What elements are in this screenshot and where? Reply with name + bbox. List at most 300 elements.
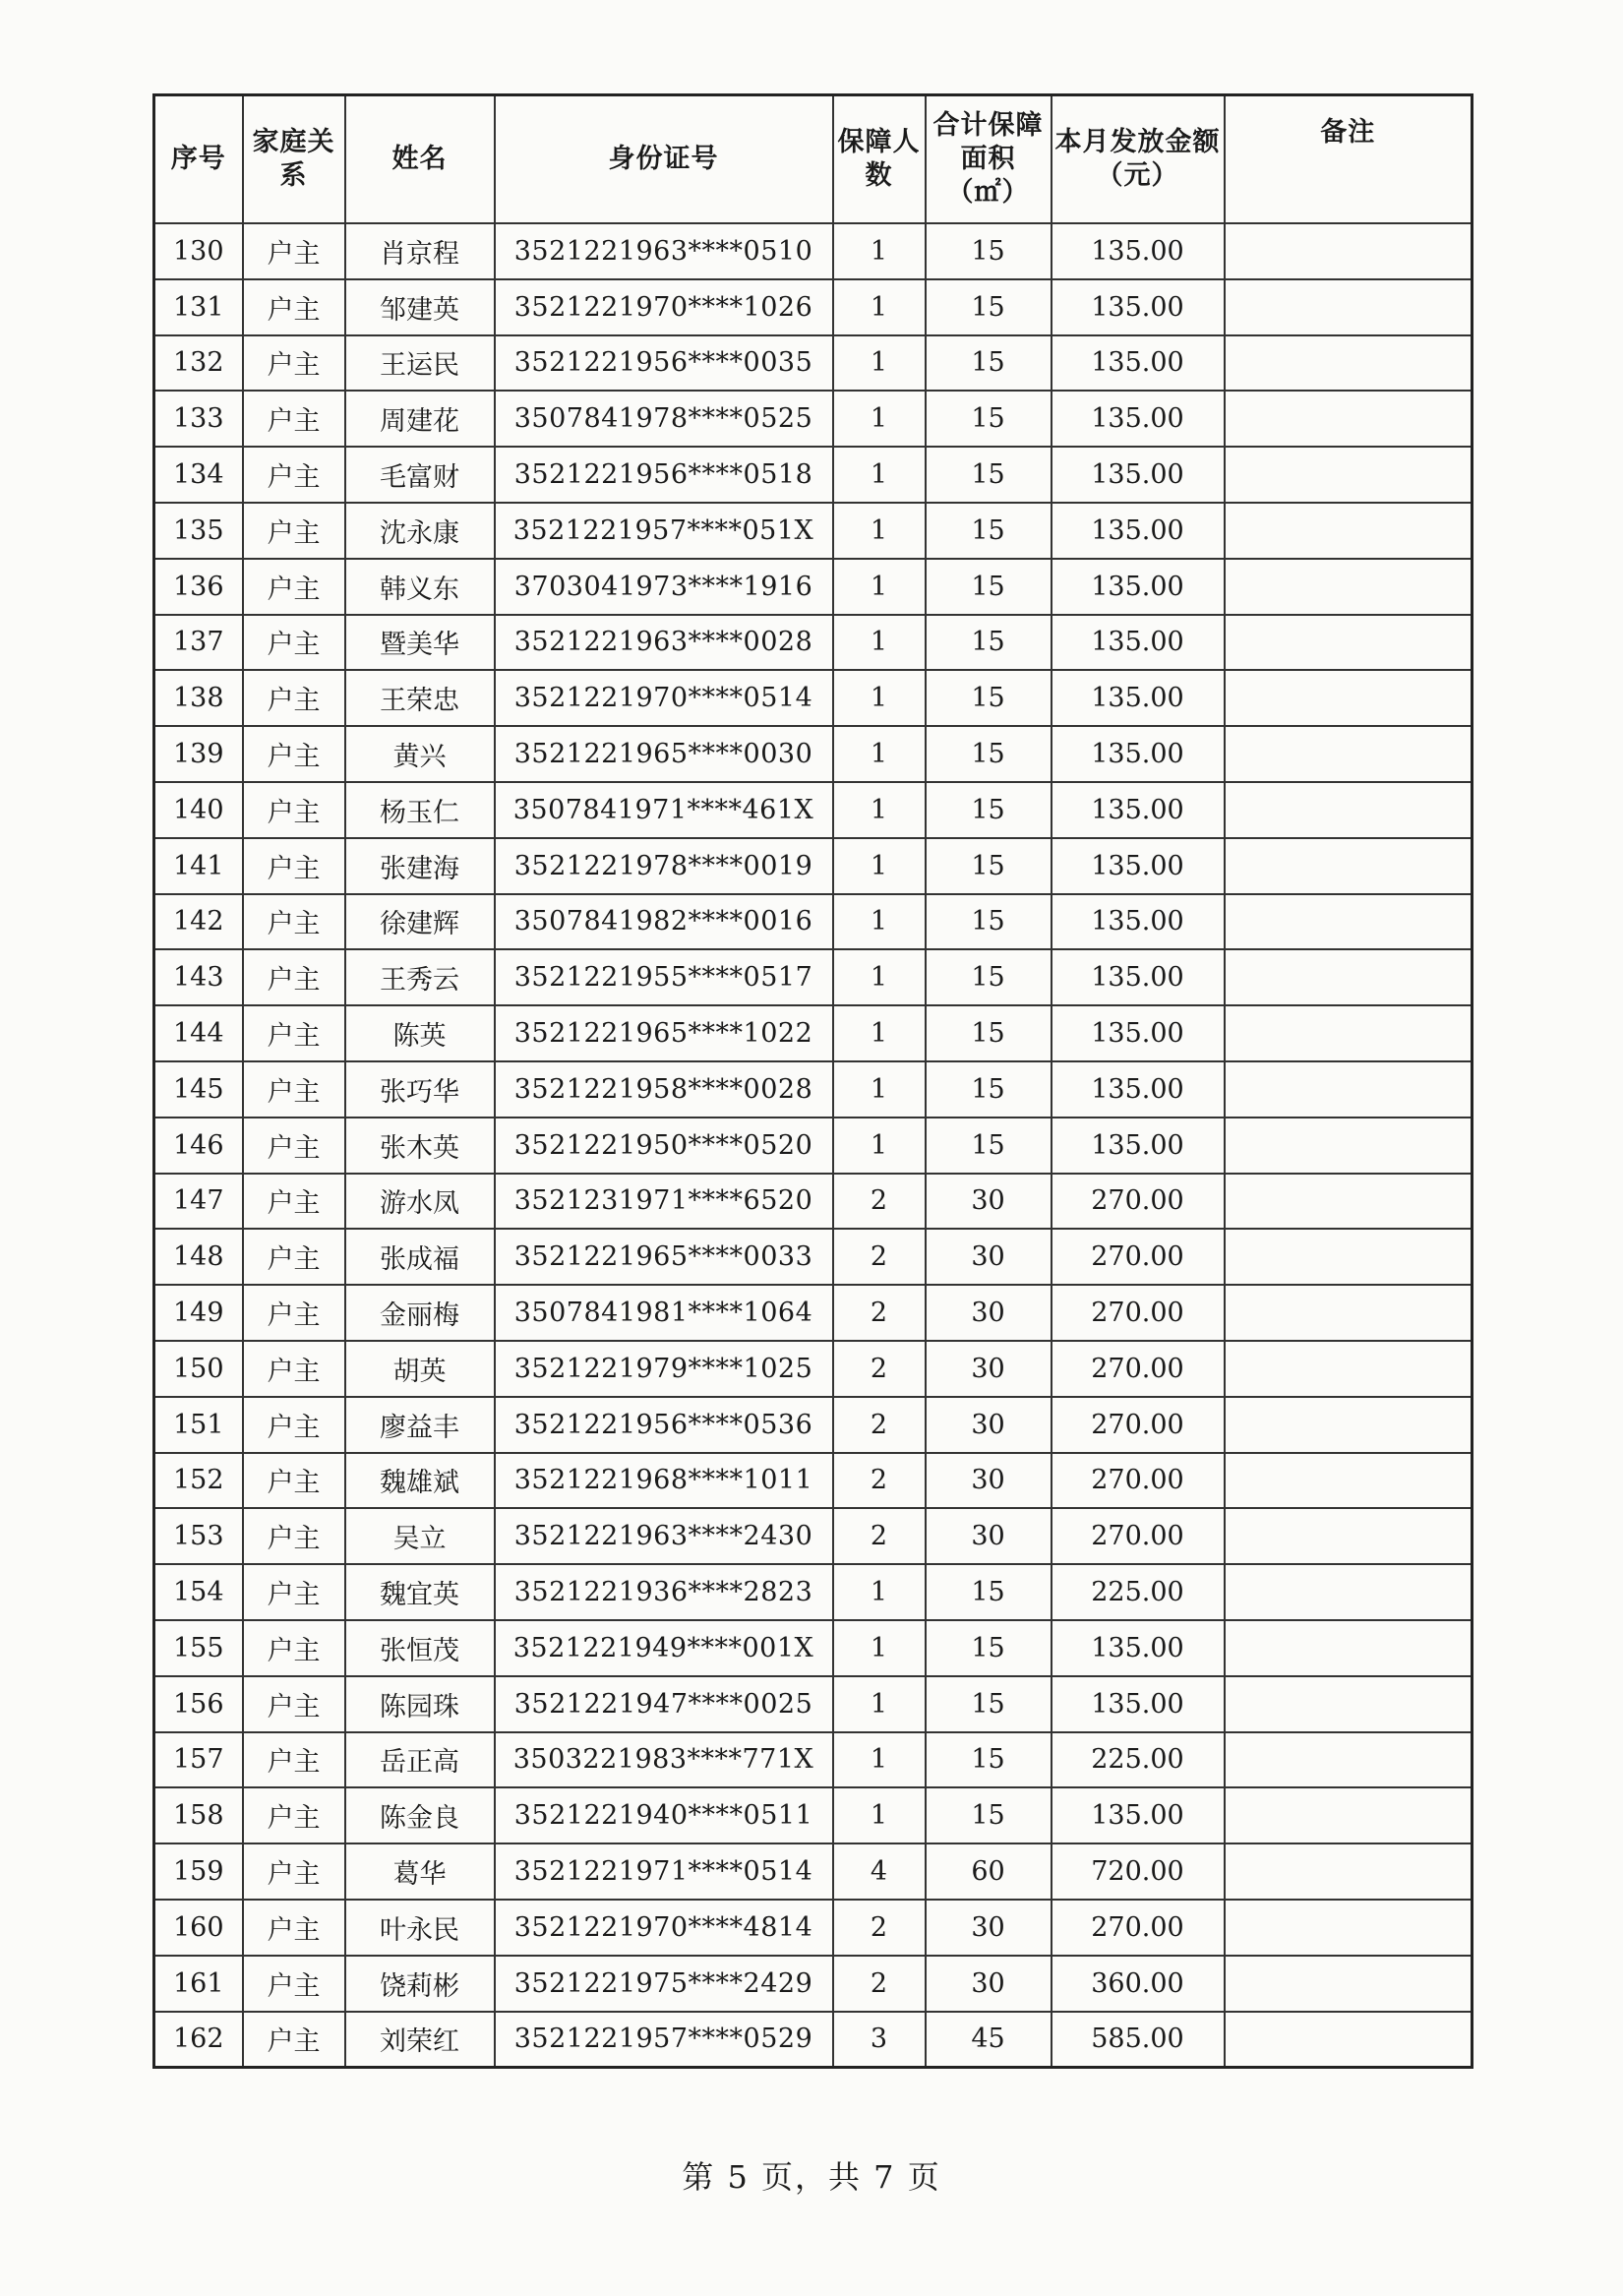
table-row	[154, 335, 1473, 392]
table-row	[154, 1676, 1473, 1732]
cell-amount: 135.00	[1052, 1005, 1225, 1061]
cell-id-number: 3521221956****0518	[495, 447, 833, 503]
cell-seq: 156	[154, 1676, 243, 1732]
table-row	[154, 1508, 1473, 1564]
cell-id-number: 3521221970****1026	[495, 279, 833, 335]
cell-persons: 2	[833, 1341, 926, 1397]
cell-area: 30	[926, 1508, 1052, 1564]
cell-seq: 141	[154, 838, 243, 894]
cell-note	[1225, 1229, 1473, 1285]
cell-note	[1225, 615, 1473, 671]
cell-amount: 135.00	[1052, 447, 1225, 503]
table-row	[154, 838, 1473, 894]
cell-area: 15	[926, 335, 1052, 392]
cell-name: 金丽梅	[345, 1285, 495, 1341]
cell-name: 张恒茂	[345, 1620, 495, 1676]
table-header-row	[154, 95, 1473, 224]
cell-name: 徐建辉	[345, 894, 495, 950]
cell-name: 暨美华	[345, 615, 495, 671]
cell-name: 廖益丰	[345, 1397, 495, 1453]
cell-id-number: 3507841971****461X	[495, 782, 833, 838]
cell-persons: 2	[833, 1508, 926, 1564]
cell-persons: 3	[833, 2012, 926, 2068]
table-row	[154, 223, 1473, 279]
cell-amount: 135.00	[1052, 223, 1225, 279]
cell-id-number: 3521221950****0520	[495, 1118, 833, 1174]
cell-persons: 1	[833, 1061, 926, 1118]
cell-area: 30	[926, 1956, 1052, 2012]
cell-relation: 户主	[243, 1843, 345, 1900]
cell-note	[1225, 223, 1473, 279]
cell-area: 15	[926, 1732, 1052, 1788]
cell-name: 张木英	[345, 1118, 495, 1174]
cell-note	[1225, 1118, 1473, 1174]
cell-name: 魏雄斌	[345, 1453, 495, 1509]
table-row	[154, 1620, 1473, 1676]
cell-amount: 135.00	[1052, 782, 1225, 838]
cell-relation: 户主	[243, 223, 345, 279]
cell-name: 刘荣红	[345, 2012, 495, 2068]
cell-amount: 270.00	[1052, 1341, 1225, 1397]
cell-relation: 户主	[243, 1285, 345, 1341]
cell-id-number: 3521221970****4814	[495, 1900, 833, 1956]
cell-area: 30	[926, 1397, 1052, 1453]
cell-name: 岳正高	[345, 1732, 495, 1788]
cell-relation: 户主	[243, 838, 345, 894]
cell-area: 15	[926, 949, 1052, 1005]
cell-relation: 户主	[243, 1732, 345, 1788]
cell-seq: 150	[154, 1341, 243, 1397]
cell-area: 15	[926, 1676, 1052, 1732]
cell-persons: 1	[833, 391, 926, 447]
cell-relation: 户主	[243, 2012, 345, 2068]
cell-persons: 1	[833, 782, 926, 838]
cell-id-number: 3521221947****0025	[495, 1676, 833, 1732]
cell-area: 15	[926, 1564, 1052, 1620]
cell-id-number: 3521221956****0035	[495, 335, 833, 392]
cell-area: 15	[926, 1118, 1052, 1174]
cell-area: 45	[926, 2012, 1052, 2068]
cell-amount: 135.00	[1052, 503, 1225, 559]
table-row	[154, 1453, 1473, 1509]
cell-seq: 154	[154, 1564, 243, 1620]
cell-persons: 1	[833, 223, 926, 279]
cell-amount: 135.00	[1052, 615, 1225, 671]
cell-name: 王运民	[345, 335, 495, 392]
table-row	[154, 2012, 1473, 2068]
cell-relation: 户主	[243, 1005, 345, 1061]
cell-amount: 135.00	[1052, 670, 1225, 726]
cell-amount: 135.00	[1052, 1787, 1225, 1843]
cell-persons: 1	[833, 615, 926, 671]
table-row	[154, 670, 1473, 726]
table-row	[154, 726, 1473, 782]
cell-note	[1225, 1956, 1473, 2012]
cell-name: 饶莉彬	[345, 1956, 495, 2012]
cell-id-number: 3521221957****0529	[495, 2012, 833, 2068]
table-row	[154, 1061, 1473, 1118]
cell-seq: 151	[154, 1397, 243, 1453]
cell-seq: 136	[154, 559, 243, 615]
cell-name: 周建花	[345, 391, 495, 447]
cell-name: 肖京程	[345, 223, 495, 279]
cell-id-number: 3521221965****1022	[495, 1005, 833, 1061]
cell-note	[1225, 559, 1473, 615]
cell-relation: 户主	[243, 1229, 345, 1285]
cell-area: 15	[926, 503, 1052, 559]
cell-persons: 1	[833, 838, 926, 894]
subsidy-roster-table	[152, 93, 1473, 2069]
cell-area: 15	[926, 447, 1052, 503]
cell-note	[1225, 1005, 1473, 1061]
cell-amount: 360.00	[1052, 1956, 1225, 2012]
cell-seq: 142	[154, 894, 243, 950]
table-row	[154, 279, 1473, 335]
cell-name: 邹建英	[345, 279, 495, 335]
cell-area: 15	[926, 782, 1052, 838]
cell-note	[1225, 503, 1473, 559]
cell-persons: 2	[833, 1174, 926, 1230]
cell-id-number: 3507841982****0016	[495, 894, 833, 950]
cell-amount: 135.00	[1052, 949, 1225, 1005]
cell-seq: 155	[154, 1620, 243, 1676]
cell-area: 30	[926, 1900, 1052, 1956]
cell-id-number: 3521231971****6520	[495, 1174, 833, 1230]
cell-id-number: 3521221940****0511	[495, 1787, 833, 1843]
cell-seq: 131	[154, 279, 243, 335]
table-row	[154, 1005, 1473, 1061]
cell-note	[1225, 1508, 1473, 1564]
cell-area: 30	[926, 1229, 1052, 1285]
cell-amount: 270.00	[1052, 1285, 1225, 1341]
cell-amount: 135.00	[1052, 894, 1225, 950]
table-row	[154, 1174, 1473, 1230]
cell-note	[1225, 1397, 1473, 1453]
cell-seq: 145	[154, 1061, 243, 1118]
cell-amount: 135.00	[1052, 1061, 1225, 1118]
table-row	[154, 503, 1473, 559]
cell-persons: 1	[833, 1676, 926, 1732]
cell-amount: 225.00	[1052, 1732, 1225, 1788]
table-row	[154, 1732, 1473, 1788]
cell-area: 15	[926, 559, 1052, 615]
cell-id-number: 3521221963****0028	[495, 615, 833, 671]
cell-relation: 户主	[243, 447, 345, 503]
cell-name: 王荣忠	[345, 670, 495, 726]
cell-relation: 户主	[243, 726, 345, 782]
table-row	[154, 1843, 1473, 1900]
cell-note	[1225, 838, 1473, 894]
cell-persons: 2	[833, 1397, 926, 1453]
cell-relation: 户主	[243, 391, 345, 447]
cell-name: 魏宜英	[345, 1564, 495, 1620]
cell-seq: 140	[154, 782, 243, 838]
cell-relation: 户主	[243, 503, 345, 559]
cell-id-number: 3521221955****0517	[495, 949, 833, 1005]
table-row	[154, 782, 1473, 838]
cell-name: 葛华	[345, 1843, 495, 1900]
cell-name: 叶永民	[345, 1900, 495, 1956]
cell-relation: 户主	[243, 670, 345, 726]
header-relation: 家庭关系	[243, 95, 345, 224]
cell-amount: 270.00	[1052, 1229, 1225, 1285]
cell-amount: 135.00	[1052, 335, 1225, 392]
cell-relation: 户主	[243, 1341, 345, 1397]
cell-id-number: 3507841981****1064	[495, 1285, 833, 1341]
cell-seq: 137	[154, 615, 243, 671]
cell-area: 30	[926, 1341, 1052, 1397]
cell-note	[1225, 279, 1473, 335]
cell-persons: 1	[833, 1620, 926, 1676]
cell-seq: 160	[154, 1900, 243, 1956]
cell-persons: 1	[833, 726, 926, 782]
cell-relation: 户主	[243, 1118, 345, 1174]
table-body	[154, 223, 1473, 2068]
cell-id-number: 3521221979****1025	[495, 1341, 833, 1397]
header-area: 合计保障面积（㎡）	[926, 95, 1052, 224]
cell-note	[1225, 335, 1473, 392]
cell-area: 15	[926, 223, 1052, 279]
cell-seq: 144	[154, 1005, 243, 1061]
header-id: 身份证号	[495, 95, 833, 224]
cell-area: 30	[926, 1453, 1052, 1509]
cell-id-number: 3703041973****1916	[495, 559, 833, 615]
cell-seq: 159	[154, 1843, 243, 1900]
cell-seq: 157	[154, 1732, 243, 1788]
table-row	[154, 615, 1473, 671]
cell-id-number: 3521221975****2429	[495, 1956, 833, 2012]
cell-amount: 135.00	[1052, 559, 1225, 615]
cell-area: 15	[926, 838, 1052, 894]
cell-id-number: 3521221971****0514	[495, 1843, 833, 1900]
cell-persons: 2	[833, 1453, 926, 1509]
cell-id-number: 3507841978****0525	[495, 391, 833, 447]
cell-amount: 720.00	[1052, 1843, 1225, 1900]
cell-persons: 4	[833, 1843, 926, 1900]
cell-id-number: 3521221965****0030	[495, 726, 833, 782]
cell-id-number: 3521221963****2430	[495, 1508, 833, 1564]
cell-persons: 1	[833, 1732, 926, 1788]
header-name: 姓名	[345, 95, 495, 224]
cell-name: 张巧华	[345, 1061, 495, 1118]
cell-relation: 户主	[243, 949, 345, 1005]
cell-seq: 146	[154, 1118, 243, 1174]
cell-persons: 1	[833, 1564, 926, 1620]
cell-note	[1225, 782, 1473, 838]
table-row	[154, 391, 1473, 447]
cell-seq: 152	[154, 1453, 243, 1509]
cell-area: 15	[926, 670, 1052, 726]
cell-persons: 2	[833, 1956, 926, 2012]
cell-id-number: 3521221936****2823	[495, 1564, 833, 1620]
cell-amount: 270.00	[1052, 1174, 1225, 1230]
cell-amount: 270.00	[1052, 1397, 1225, 1453]
cell-seq: 138	[154, 670, 243, 726]
cell-id-number: 3503221983****771X	[495, 1732, 833, 1788]
cell-note	[1225, 2012, 1473, 2068]
header-seq: 序号	[154, 95, 243, 224]
header-amount: 本月发放金额（元）	[1052, 95, 1225, 224]
cell-area: 30	[926, 1174, 1052, 1230]
cell-seq: 162	[154, 2012, 243, 2068]
cell-amount: 270.00	[1052, 1900, 1225, 1956]
cell-area: 15	[926, 1620, 1052, 1676]
cell-relation: 户主	[243, 335, 345, 392]
cell-persons: 1	[833, 1787, 926, 1843]
cell-persons: 2	[833, 1285, 926, 1341]
cell-id-number: 3521221957****051X	[495, 503, 833, 559]
table-row	[154, 1229, 1473, 1285]
cell-note	[1225, 949, 1473, 1005]
cell-seq: 133	[154, 391, 243, 447]
cell-amount: 270.00	[1052, 1508, 1225, 1564]
cell-id-number: 3521221978****0019	[495, 838, 833, 894]
cell-name: 张成福	[345, 1229, 495, 1285]
cell-area: 15	[926, 1005, 1052, 1061]
cell-area: 15	[926, 615, 1052, 671]
table-row	[154, 1397, 1473, 1453]
cell-area: 15	[926, 391, 1052, 447]
cell-seq: 134	[154, 447, 243, 503]
cell-note	[1225, 726, 1473, 782]
cell-name: 陈园珠	[345, 1676, 495, 1732]
table-row	[154, 1956, 1473, 2012]
cell-persons: 1	[833, 279, 926, 335]
cell-id-number: 3521221949****001X	[495, 1620, 833, 1676]
table-row	[154, 559, 1473, 615]
cell-relation: 户主	[243, 1397, 345, 1453]
cell-id-number: 3521221956****0536	[495, 1397, 833, 1453]
table-row	[154, 1341, 1473, 1397]
table-row	[154, 1900, 1473, 1956]
table-row	[154, 1118, 1473, 1174]
cell-seq: 153	[154, 1508, 243, 1564]
cell-persons: 1	[833, 1005, 926, 1061]
cell-relation: 户主	[243, 1061, 345, 1118]
cell-seq: 158	[154, 1787, 243, 1843]
cell-relation: 户主	[243, 1564, 345, 1620]
cell-seq: 143	[154, 949, 243, 1005]
cell-area: 15	[926, 279, 1052, 335]
cell-area: 15	[926, 726, 1052, 782]
cell-persons: 2	[833, 1229, 926, 1285]
cell-relation: 户主	[243, 782, 345, 838]
cell-amount: 225.00	[1052, 1564, 1225, 1620]
cell-name: 韩义东	[345, 559, 495, 615]
cell-amount: 135.00	[1052, 1118, 1225, 1174]
cell-name: 吴立	[345, 1508, 495, 1564]
cell-amount: 270.00	[1052, 1453, 1225, 1509]
cell-note	[1225, 1564, 1473, 1620]
cell-name: 杨玉仁	[345, 782, 495, 838]
cell-amount: 135.00	[1052, 726, 1225, 782]
table-row	[154, 447, 1473, 503]
cell-id-number: 3521221968****1011	[495, 1453, 833, 1509]
cell-id-number: 3521221965****0033	[495, 1229, 833, 1285]
cell-area: 15	[926, 894, 1052, 950]
cell-amount: 135.00	[1052, 838, 1225, 894]
cell-relation: 户主	[243, 894, 345, 950]
cell-seq: 135	[154, 503, 243, 559]
cell-relation: 户主	[243, 559, 345, 615]
cell-amount: 585.00	[1052, 2012, 1225, 2068]
cell-persons: 1	[833, 1118, 926, 1174]
cell-area: 60	[926, 1843, 1052, 1900]
cell-persons: 1	[833, 670, 926, 726]
cell-persons: 2	[833, 1900, 926, 1956]
cell-relation: 户主	[243, 1174, 345, 1230]
cell-seq: 147	[154, 1174, 243, 1230]
cell-seq: 139	[154, 726, 243, 782]
cell-name: 胡英	[345, 1341, 495, 1397]
cell-note	[1225, 1787, 1473, 1843]
cell-note	[1225, 1061, 1473, 1118]
cell-relation: 户主	[243, 1453, 345, 1509]
cell-seq: 149	[154, 1285, 243, 1341]
cell-note	[1225, 1676, 1473, 1732]
cell-relation: 户主	[243, 1620, 345, 1676]
cell-note	[1225, 1843, 1473, 1900]
header-note: 备注	[1225, 95, 1473, 224]
cell-note	[1225, 670, 1473, 726]
cell-relation: 户主	[243, 279, 345, 335]
cell-seq: 148	[154, 1229, 243, 1285]
cell-id-number: 3521221970****0514	[495, 670, 833, 726]
cell-note	[1225, 894, 1473, 950]
cell-name: 张建海	[345, 838, 495, 894]
cell-relation: 户主	[243, 1508, 345, 1564]
cell-relation: 户主	[243, 1676, 345, 1732]
cell-persons: 1	[833, 335, 926, 392]
cell-amount: 135.00	[1052, 279, 1225, 335]
cell-persons: 1	[833, 503, 926, 559]
page-footer: 第 5 页，共 7 页	[682, 2158, 941, 2196]
cell-relation: 户主	[243, 1900, 345, 1956]
table-row	[154, 1285, 1473, 1341]
cell-persons: 1	[833, 894, 926, 950]
cell-note	[1225, 1341, 1473, 1397]
cell-name: 毛富财	[345, 447, 495, 503]
cell-persons: 1	[833, 447, 926, 503]
cell-name: 陈金良	[345, 1787, 495, 1843]
cell-area: 30	[926, 1285, 1052, 1341]
cell-id-number: 3521221958****0028	[495, 1061, 833, 1118]
table-row	[154, 1787, 1473, 1843]
cell-area: 15	[926, 1061, 1052, 1118]
cell-amount: 135.00	[1052, 391, 1225, 447]
cell-note	[1225, 447, 1473, 503]
cell-note	[1225, 1900, 1473, 1956]
cell-name: 沈永康	[345, 503, 495, 559]
cell-note	[1225, 391, 1473, 447]
cell-note	[1225, 1732, 1473, 1788]
cell-seq: 161	[154, 1956, 243, 2012]
cell-seq: 130	[154, 223, 243, 279]
cell-name: 黄兴	[345, 726, 495, 782]
cell-name: 陈英	[345, 1005, 495, 1061]
table-row	[154, 1564, 1473, 1620]
cell-name: 游水凤	[345, 1174, 495, 1230]
cell-name: 王秀云	[345, 949, 495, 1005]
header-persons: 保障人数	[833, 95, 926, 224]
table-row	[154, 894, 1473, 950]
cell-persons: 1	[833, 559, 926, 615]
cell-note	[1225, 1285, 1473, 1341]
cell-note	[1225, 1453, 1473, 1509]
cell-amount: 135.00	[1052, 1620, 1225, 1676]
table-row	[154, 949, 1473, 1005]
cell-note	[1225, 1620, 1473, 1676]
